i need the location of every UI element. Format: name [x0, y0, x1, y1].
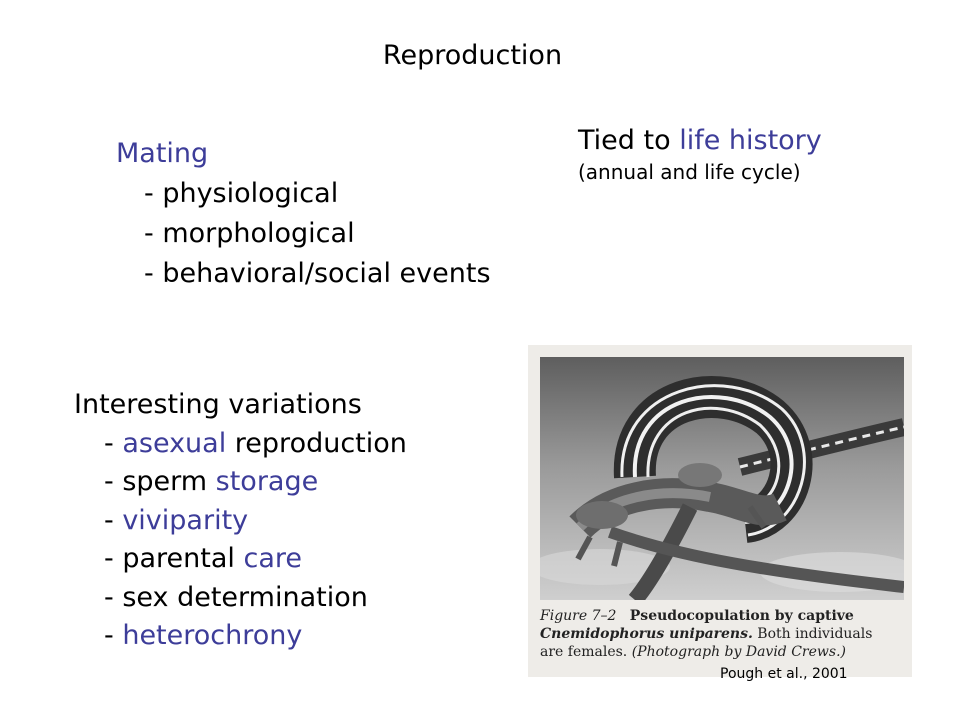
life-history-highlight: life history [679, 125, 822, 156]
variation-prefix: - [104, 504, 123, 536]
variation-item [74, 425, 407, 464]
caption-bold: Pseudocopulation by captive [629, 608, 854, 624]
caption-text: Both individuals are females. [540, 626, 873, 660]
life-history-section [578, 125, 822, 184]
mating-heading: Mating [116, 138, 209, 169]
mating-item: - behavioral/social events [144, 258, 491, 289]
lizard-photo [540, 357, 904, 600]
variations-heading: Interesting variations [74, 389, 362, 420]
mating-item: - morphological [144, 218, 355, 249]
variation-prefix: - [104, 427, 123, 459]
figure-label: Figure 7–2 [540, 608, 617, 624]
variation-highlight: care [243, 543, 302, 574]
mating-item: - physiological [144, 178, 339, 209]
caption-species: Cnemidophorus uniparens. [540, 626, 753, 642]
lizard-photo-image [540, 357, 904, 600]
variation-prefix: - [104, 620, 123, 651]
variation-item [74, 617, 407, 656]
variation-item [74, 502, 407, 541]
variation-item [74, 579, 407, 618]
variation-highlight: asexual [122, 427, 227, 459]
life-history-heading [578, 125, 822, 156]
life-history-subtitle: (annual and life cycle) [578, 160, 801, 184]
slide-title: Reproduction [382, 40, 563, 71]
variation-highlight: heterochrony [122, 620, 303, 651]
variations-section [74, 386, 407, 656]
life-history-prefix: Tied to [578, 125, 680, 156]
variation-item [74, 540, 407, 579]
variation-prefix: - sperm [104, 466, 216, 497]
variation-prefix: - sex determination [104, 581, 368, 613]
variation-prefix: - parental [104, 543, 244, 574]
lizard-figure [528, 345, 912, 677]
variation-item [74, 463, 407, 502]
figure-caption [540, 607, 900, 661]
mating-section [116, 134, 491, 294]
caption-credit: (Photograph by David Crews.) [631, 644, 846, 660]
variation-highlight: viviparity [122, 504, 249, 536]
variation-highlight: storage [215, 466, 319, 497]
variation-suffix: reproduction [226, 427, 407, 459]
source-credit: Pough et al., 2001 [720, 666, 848, 682]
